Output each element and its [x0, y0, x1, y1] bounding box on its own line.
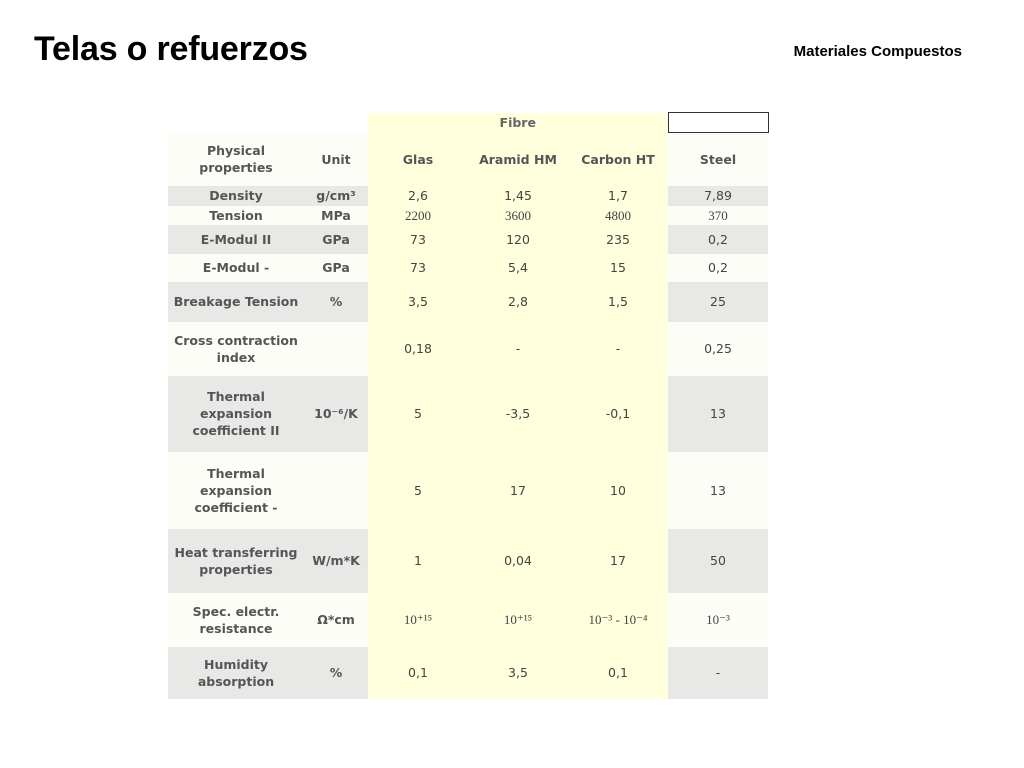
row-unit: [304, 452, 368, 529]
row-unit: %: [329, 665, 343, 680]
header-row: [168, 133, 768, 186]
table-row-e-modul-perp: [168, 254, 768, 282]
cell-glas: 2,6: [368, 186, 468, 206]
cell-aramid: 1,45: [468, 186, 568, 206]
cell-carbon: 10⁻³ - 10⁻⁴: [568, 593, 668, 647]
group-header-row: [168, 113, 768, 133]
cell-carbon: 1,5: [568, 282, 668, 322]
cell-carbon: 10: [568, 452, 668, 529]
cell-glas: 5: [368, 376, 468, 452]
table-row-tension: [168, 206, 768, 225]
cell-carbon: 235: [568, 225, 668, 254]
row-label: Spec. electr. resistance: [192, 603, 280, 636]
row-label: Cross contraction index: [174, 332, 298, 365]
table-row-thermal-expansion-ii: [168, 376, 768, 452]
row-label: Heat transferring properties: [174, 544, 298, 577]
cell-steel: -: [715, 665, 721, 680]
row-label: Thermal expansion coefficient II: [192, 389, 280, 438]
properties-table: [168, 112, 769, 699]
row-label: Thermal expansion coefficient -: [194, 465, 278, 515]
cell-steel: 25: [710, 294, 726, 309]
cell-carbon: 17: [568, 529, 668, 593]
col-header-property: Physical properties: [199, 143, 273, 175]
cell-carbon: 4800: [568, 206, 668, 225]
cell-steel: 13: [710, 482, 726, 498]
table-row-heat-transfer: [168, 529, 768, 593]
cell-glas: 1: [368, 529, 468, 593]
table-row-thermal-expansion-perp: [168, 452, 768, 529]
row-unit: GPa: [322, 260, 350, 275]
row-unit: %: [329, 294, 343, 309]
cell-aramid: 120: [468, 225, 568, 254]
table-row-density: [168, 186, 768, 206]
cell-aramid: 5,4: [468, 254, 568, 282]
cell-aramid: -: [468, 322, 568, 376]
row-label: Humidity absorption: [197, 656, 275, 689]
row-label: E-Modul -: [202, 260, 270, 275]
slide-subtitle: Materiales Compuestos: [793, 43, 962, 60]
col-header-steel: Steel: [699, 151, 737, 167]
cell-steel: 7,89: [704, 188, 732, 203]
row-unit: GPa: [322, 231, 350, 247]
row-label: E-Modul II: [200, 231, 272, 247]
steel-group-header: [668, 113, 768, 133]
cell-steel: 13: [710, 406, 726, 421]
row-label: Density: [209, 188, 263, 203]
col-header-aramid: Aramid HM: [468, 133, 568, 186]
col-header-unit: Unit: [321, 151, 351, 167]
table-row-breakage-tension: [168, 282, 768, 322]
cell-steel: 0,2: [708, 260, 728, 275]
cell-glas: 0,18: [368, 322, 468, 376]
cell-glas: 73: [368, 254, 468, 282]
table-row-cross-contraction: [168, 322, 768, 376]
cell-glas: 10⁺¹⁵: [368, 593, 468, 647]
row-unit: W/m*K: [312, 553, 360, 568]
cell-aramid: 0,04: [468, 529, 568, 593]
cell-glas: 2200: [368, 206, 468, 225]
cell-aramid: 17: [468, 452, 568, 529]
row-unit: 10⁻⁶/K: [314, 406, 358, 421]
cell-steel: 50: [710, 553, 726, 568]
cell-aramid: 2,8: [468, 282, 568, 322]
cell-carbon: 1,7: [568, 186, 668, 206]
fibre-group-header: Fibre: [368, 113, 668, 133]
row-unit: Ω*cm: [317, 612, 355, 627]
cell-carbon: 0,1: [568, 647, 668, 699]
cell-glas: 0,1: [368, 647, 468, 699]
cell-steel: 0,25: [704, 341, 732, 356]
cell-carbon: -0,1: [568, 376, 668, 452]
row-unit: [304, 322, 368, 376]
table-row-e-modul-ii: [168, 225, 768, 254]
cell-steel: 0,2: [708, 231, 728, 247]
table-row-electrical-resistance: [168, 593, 768, 647]
row-unit: MPa: [321, 207, 351, 223]
cell-steel: 10⁻³: [706, 612, 730, 627]
slide-title: Telas o refuerzos: [34, 30, 308, 68]
cell-carbon: -: [568, 322, 668, 376]
cell-carbon: 15: [568, 254, 668, 282]
cell-aramid: -3,5: [468, 376, 568, 452]
row-label: Breakage Tension: [173, 294, 299, 309]
cell-glas: 73: [368, 225, 468, 254]
col-header-carbon: Carbon HT: [568, 133, 668, 186]
row-unit: g/cm³: [316, 188, 356, 203]
cell-aramid: 3,5: [468, 647, 568, 699]
cell-glas: 5: [368, 452, 468, 529]
cell-aramid: 3600: [468, 206, 568, 225]
cell-steel: 370: [708, 207, 728, 223]
table-row-humidity: [168, 647, 768, 699]
cell-glas: 3,5: [368, 282, 468, 322]
cell-aramid: 10⁺¹⁵: [468, 593, 568, 647]
row-label: Tension: [209, 207, 263, 223]
col-header-glas: Glas: [368, 133, 468, 186]
